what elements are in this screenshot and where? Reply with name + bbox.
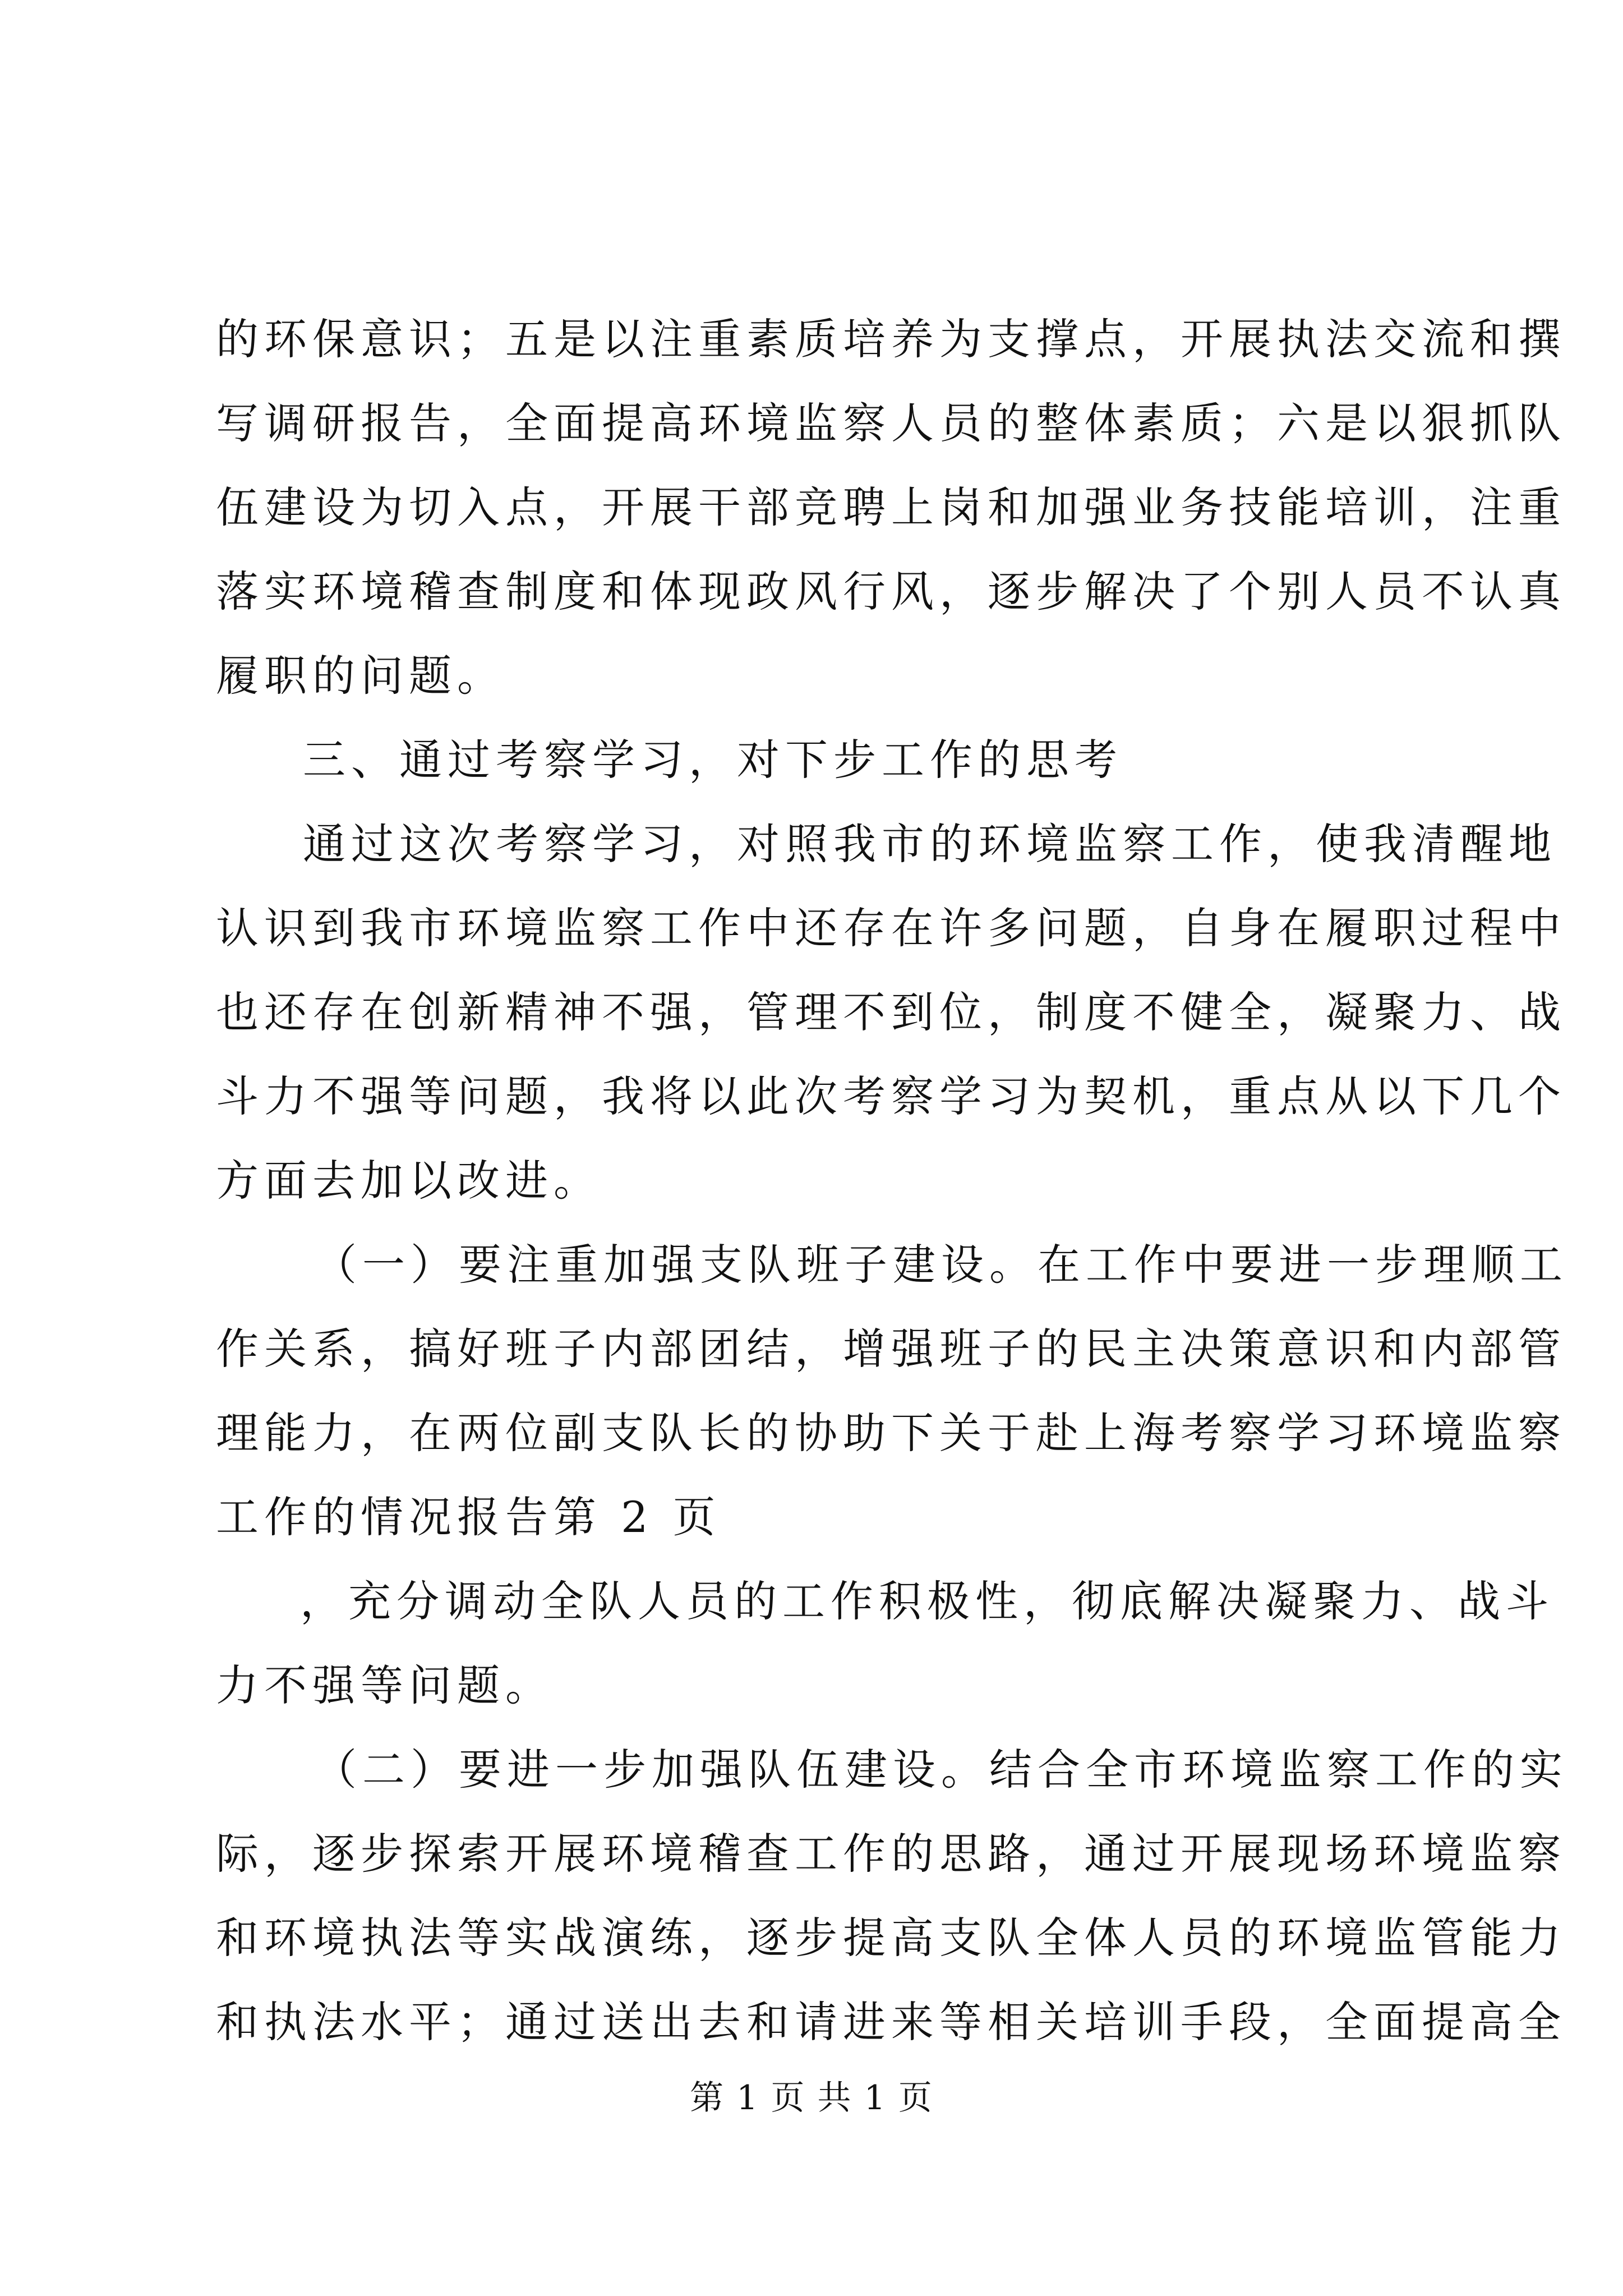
paragraph-line: 落实环境稽查制度和体现政风行风，逐步解决了个别人员不认真 — [216, 567, 1566, 616]
paragraph-line: 作关系，搞好班子内部团结，增强班子的民主决策意识和内部管 — [216, 1324, 1566, 1374]
paragraph-line: 和环境执法等实战演练，逐步提高支队全体人员的环境监管能力 — [216, 1913, 1566, 1963]
paragraph-line: 方面去加以改进。 — [216, 1156, 602, 1205]
paragraph-line: 写调研报告，全面提高环境监察人员的整体素质；六是以狠抓队 — [216, 398, 1566, 448]
paragraph-line: 和执法水平；通过送出去和请进来等相关培训手段，全面提高全 — [216, 1997, 1566, 2047]
paragraph-line: 理能力，在两位副支队长的协助下关于赴上海考察学习环境监察 — [216, 1408, 1566, 1458]
paragraph-line: 的环保意识；五是以注重素质培养为支撑点，开展执法交流和撰 — [216, 314, 1566, 364]
paragraph-line: （二）要进一步加强队伍建设。结合全市环境监察工作的实 — [314, 1745, 1568, 1795]
paragraph-line: 认识到我市环境监察工作中还存在许多问题，自身在履职过程中 — [216, 903, 1566, 953]
paragraph-line: 伍建设为切入点，开展干部竞聘上岗和加强业务技能培训，注重 — [216, 482, 1566, 532]
section-heading: 三、通过考察学习，对下步工作的思考 — [303, 735, 1123, 785]
paragraph-line: （一）要注重加强支队班子建设。在工作中要进一步理顺工 — [314, 1240, 1568, 1290]
paragraph-line: 工作的情况报告第 2 页 — [216, 1492, 721, 1542]
paragraph-line: ，充分调动全队人员的工作积极性，彻底解决凝聚力、战斗 — [300, 1576, 1554, 1626]
paragraph-line: 际，逐步探索开展环境稽查工作的思路，通过开展现场环境监察 — [216, 1829, 1566, 1879]
paragraph-line: 力不强等问题。 — [216, 1660, 554, 1710]
paragraph-line: 斗力不强等问题，我将以此次考察学习为契机，重点从以下几个 — [216, 1071, 1566, 1121]
page-number-footer: 第 1 页 共 1 页 — [690, 2078, 933, 2118]
paragraph-line: 通过这次考察学习，对照我市的环境监察工作，使我清醒地 — [303, 819, 1557, 869]
paragraph-line: 也还存在创新精神不强，管理不到位，制度不健全，凝聚力、战 — [216, 987, 1566, 1037]
paragraph-line: 履职的问题。 — [216, 651, 505, 701]
